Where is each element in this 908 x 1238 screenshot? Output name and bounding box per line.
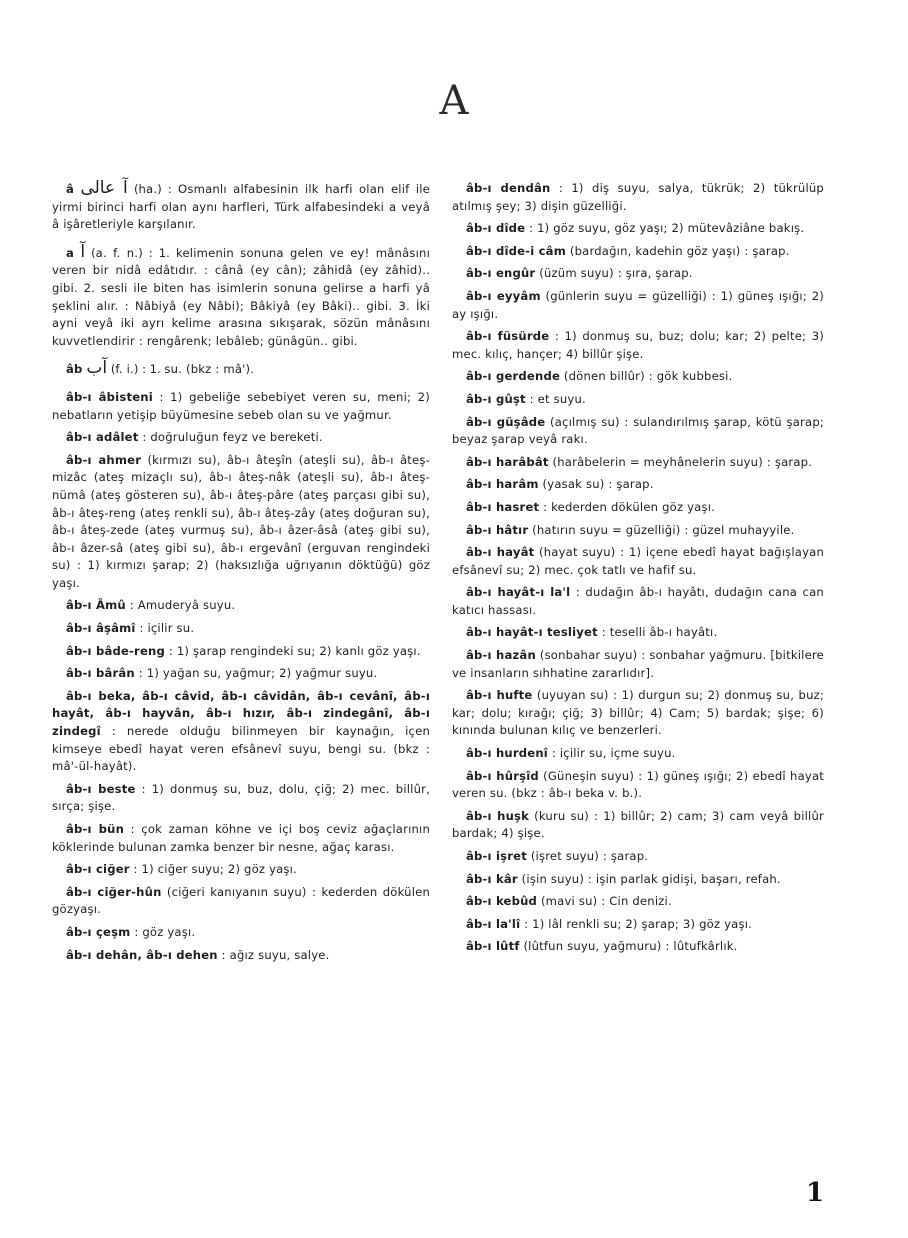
dictionary-entry	[52, 241, 430, 351]
entry-definition: : 1) lâl renkli su; 2) şarap; 3) göz yaşı.	[520, 916, 753, 931]
entry-headword: âb-ı eyyâm	[466, 288, 541, 303]
dictionary-entry	[52, 861, 430, 879]
entry-definition: (f. i.) : 1. su. (bkz : mâ').	[107, 362, 255, 377]
dictionary-entry	[452, 544, 824, 579]
entry-definition: (dönen billûr) : gök kubbesi.	[560, 369, 733, 384]
dictionary-entry	[452, 768, 824, 803]
entry-definition: : 1) donmuş su, buz, dolu, çiğ; 2) mec. billûr, sırça; şişe.	[52, 781, 430, 814]
entry-arabic-script: آب	[86, 358, 108, 379]
entry-headword: âb-ı Âmû	[66, 598, 126, 613]
section-letter: A	[439, 78, 469, 124]
dictionary-entry	[52, 947, 430, 965]
entry-definition: (işret suyu) : şarap.	[526, 849, 649, 863]
entry-definition: : 1) ciğer suyu; 2) göz yaşı.	[129, 862, 297, 877]
dictionary-entry	[452, 265, 824, 283]
entry-definition: (lûtfun suyu, yağmuru) : lûtufkârlık.	[519, 939, 738, 954]
entry-headword: â	[66, 182, 75, 196]
dictionary-entry	[452, 624, 824, 642]
entry-definition: : 1) gebeliğe sebebiyet veren su, meni; 2) nebatların yetişip büyümesine sebeb olan su ve yağmur.	[52, 389, 430, 422]
right-column	[452, 180, 824, 961]
entry-definition: (uyuyan su) : 1) durgun su; 2) donmuş su, buz; kar; dolu; kırağı; çiğ; 3) billûr; 4) Cam; 5) bardak; şişe; 6) kınında bulunan kılıç ve benzerleri.	[452, 688, 825, 738]
entry-headword: âb-ı hûrşîd	[466, 768, 539, 783]
entry-arabic-script: آ عالی	[80, 178, 128, 198]
entry-headword: âb-ı hayât-ı tesliyet	[466, 625, 598, 640]
entry-headword: âb	[66, 362, 83, 377]
entry-definition: (bardağın, kadehin göz yaşı) : şarap.	[565, 243, 790, 258]
dictionary-entry	[452, 808, 824, 843]
dictionary-entry	[452, 499, 824, 517]
entry-headword: âb-ı hasret	[466, 499, 540, 514]
dictionary-entry	[452, 391, 824, 409]
dictionary-entry	[452, 454, 824, 472]
entry-definition: (Güneşin suyu) : 1) güneş ışığı; 2) ebedî hayat veren su. (bkz : âb-ı beka v. b.).	[452, 768, 825, 801]
entry-definition: : dudağın âb-ı hayâtı, dudağın cana can katıcı hassası.	[452, 585, 824, 617]
entry-headword: âb-ı lûtf	[466, 939, 520, 954]
entry-headword: âb-ı hayât	[466, 545, 535, 560]
entry-headword: âb-ı bün	[66, 822, 125, 836]
page-number: 1	[806, 1178, 825, 1208]
entry-arabic-script: آ	[80, 241, 86, 262]
dictionary-entry	[52, 597, 430, 615]
entry-headword: âb-ı âbisteni	[66, 389, 153, 404]
entry-definition: : içilir su.	[135, 621, 195, 636]
entry-definition: (hayat suyu) : 1) içene ebedî hayat bağışlayan efsânevî su; 2) mec. çok tatlı ve hafif su.	[452, 545, 824, 577]
entry-headword: âb-ı hurdenî	[466, 746, 548, 761]
dictionary-entry	[452, 476, 824, 494]
entry-headword: âb-ı dendân	[466, 181, 551, 195]
entry-definition: (yasak su) : şarap.	[538, 477, 654, 492]
entry-headword: âb-ı beka, âb-ı câvid, âb-ı câvidân, âb-ı cevânî, âb-ı hayât, âb-ı hayvân, âb-ı hızır, âb-ı zindegânî, âb-ı zindegî	[52, 688, 430, 739]
dictionary-entry	[52, 643, 430, 661]
dictionary-entry	[452, 848, 824, 866]
entry-definition: : 1) donmuş su, buz; dolu; kar; 2) pelte; 3) mec. kılıç, hançer; 4) billûr şişe.	[452, 329, 824, 361]
dictionary-entry	[52, 884, 430, 919]
dictionary-entry	[452, 647, 824, 682]
entry-definition: (harâbelerin = meyhânelerin suyu) : şarap.	[548, 454, 813, 469]
entry-headword: âb-ı kebûd	[466, 894, 538, 909]
entry-definition: : kederden dökülen göz yaşı.	[539, 499, 716, 514]
dictionary-entry	[452, 871, 824, 889]
dictionary-entry	[452, 220, 824, 238]
dictionary-entry	[52, 665, 430, 683]
dictionary-entry	[452, 584, 824, 619]
entry-definition: (sonbahar suyu) : sonbahar yağmuru. [bitkilere ve insanların sıhhatine zararlıdır].	[452, 648, 824, 680]
entry-definition: : 1) göz suyu, göz yaşı; 2) mütevâziâne bakış.	[525, 221, 805, 236]
dictionary-entry	[52, 821, 430, 856]
entry-headword: âb-ı kâr	[466, 871, 518, 886]
entry-definition: : nerede olduğu bilinmeyen bir kaynağın, içen kimseye ebedî hayat veren efsânevî suyu, bengi su. (bkz : mâ'-ül-hayât).	[52, 724, 430, 774]
dictionary-entry	[52, 688, 430, 776]
entry-definition: : içilir su, içme suyu.	[547, 746, 676, 761]
entry-definition: (a. f. n.) : 1. kelimenin sonuna gelen ve ey! mânâsını veren bir nidâ edâtıdır. : cânâ (ey cân); zâhidâ (ey zâhid).. gibi. 2. sesli ile biten has isimlerin sonuna gelirse a harfi yâ şeklini alır. : Nâbiyâ (ey Nâbi); Bâkiyâ (ey Bâki).. gibi. 3. İki ayni veyâ iki ayrı kelime arasına sıkışarak, sözün mânâsını kuvvetlendirir : rengârenk; lebâleb; günâgün.. gibi.	[52, 245, 430, 348]
dictionary-entry	[452, 893, 824, 911]
entry-definition: : 1) şarap rengindeki su; 2) kanlı göz yaşı.	[164, 643, 421, 658]
entry-headword: âb-ı harâbât	[466, 454, 549, 469]
entry-headword: âb-ı engûr	[466, 266, 536, 281]
dictionary-entry	[52, 924, 430, 942]
entry-definition: (açılmış su) : sulandırılmış şarap, kötü şarap; beyaz şarap veyâ rakı.	[452, 414, 824, 447]
entry-definition: (mavi su) : Cin denizi.	[537, 894, 672, 909]
entry-definition: : 1) yağan su, yağmur; 2) yağmur suyu.	[134, 666, 378, 681]
dictionary-entry	[52, 620, 430, 638]
entry-headword: âb-ı ciğer	[66, 862, 130, 877]
dictionary-entry	[452, 916, 824, 934]
dictionary-entry	[452, 522, 824, 540]
dictionary-entry	[52, 360, 430, 379]
dictionary-entry	[52, 389, 430, 424]
entry-headword: âb-ı hâtır	[466, 522, 529, 537]
entry-definition: (işin suyu) : işin parlak gidişi, başarı, refah.	[517, 871, 781, 886]
entry-headword: âb-ı hazân	[466, 648, 536, 663]
entry-headword: âb-ı işret	[466, 849, 527, 863]
entry-definition: (kuru su) : 1) billûr; 2) cam; 3) cam veyâ billûr bardak; 4) şişe.	[452, 808, 824, 841]
entry-headword: âb-ı ahmer	[66, 452, 142, 467]
entry-definition: (üzüm suyu) : şıra, şarap.	[535, 266, 693, 281]
entry-headword: âb-ı beste	[66, 781, 136, 796]
dictionary-entry	[452, 687, 824, 740]
entry-headword: âb-ı gûşt	[466, 391, 526, 406]
entry-definition: (ha.) : Osmanlı alfabesinin ilk harfi olan elif ile yirmi birinci harfi olan aynı harfleri, Türk alfabesindeki a veyâ â işâretleriyle karşılanır.	[52, 182, 430, 232]
entry-definition: (hatırın suyu = güzelliği) : güzel muhayyile.	[528, 522, 795, 537]
entry-definition: : göz yaşı.	[130, 924, 196, 939]
dictionary-entry	[452, 243, 824, 261]
entry-definition: : Amuderyâ suyu.	[125, 598, 236, 613]
entry-headword: âb-ı dîde-i câm	[466, 243, 566, 258]
entry-headword: âb-ı güşâde	[466, 414, 546, 429]
entry-headword: âb-ı hufte	[466, 688, 533, 703]
entry-headword: âb-ı hayât-ı la'l	[466, 585, 571, 600]
entry-headword: âb-ı bârân	[66, 666, 135, 681]
dictionary-entry	[52, 429, 430, 447]
entry-headword: âb-ı dehân, âb-ı dehen	[66, 947, 218, 962]
dictionary-entry	[452, 288, 824, 323]
dictionary-entry	[452, 368, 824, 386]
entry-headword: âb-ı âşâmî	[66, 621, 136, 636]
entry-headword: âb-ı la'lî	[466, 916, 521, 931]
entry-definition: (günlerin suyu = güzelliği) : 1) güneş ışığı; 2) ay ışığı.	[452, 288, 824, 321]
entry-definition: (kırmızı su), âb-ı âteşîn (ateşli su), âb-ı âteş-mizâc (ateş mizaçlı su), âb-ı âteş-nâk (ateşli su), âb-ı âteş-nümâ (ateş gösteren su), âb-ı âteş-pâre (ateş parçası gibi su), âb-ı âteş-reng (ateş renkli su), âb-ı âteş-zây (ateş doğuran su), âb-ı âteş-zede (ateş vurmuş su), âb-ı âzer-âsâ (ateş gibi su), âb-ı âzer-sâ (ateş gibi su), âb-ı ergevânî (erguvan rengindeki su) : 1) kırmızı şarap; 2) (haksızlığa uğrıyanın döktüğü) göz yaşı.	[52, 452, 430, 590]
entry-headword: âb-ı dîde	[466, 221, 526, 236]
entry-headword: âb-ı füsürde	[466, 329, 550, 344]
entry-headword: âb-ı huşk	[466, 808, 530, 823]
entry-headword: âb-ı çeşm	[66, 924, 131, 939]
dictionary-entry	[452, 328, 824, 363]
entry-definition: : teselli âb-ı hayâtı.	[597, 625, 718, 640]
entry-headword: âb-ı bâde-reng	[66, 643, 165, 658]
entry-definition: : ağız suyu, salye.	[217, 947, 330, 962]
entry-headword: âb-ı adâlet	[66, 430, 139, 445]
entry-headword: âb-ı harâm	[466, 477, 539, 492]
entry-headword: a	[66, 245, 75, 260]
left-column	[52, 180, 430, 969]
dictionary-entry	[452, 180, 824, 215]
dictionary-entry	[452, 745, 824, 763]
entry-definition: : çok zaman köhne ve içi boş ceviz ağaçlarının köklerinde bulunan zamka benzer bir nesne, ağaç karası.	[52, 822, 431, 854]
entry-definition: : 1) diş suyu, salya, tükrük; 2) tükrülüp atılmış şey; 3) dişin güzelliği.	[452, 181, 824, 213]
dictionary-entry	[52, 180, 430, 234]
entry-definition: : doğruluğun feyz ve bereketi.	[138, 430, 323, 445]
entry-headword: âb-ı ciğer-hûn	[66, 884, 162, 899]
entry-definition: : et suyu.	[525, 391, 586, 406]
dictionary-entry	[52, 452, 430, 593]
entry-definition: (ciğeri kanıyanın suyu) : kederden dökülen gözyaşı.	[52, 884, 431, 917]
dictionary-entry	[52, 781, 430, 816]
dictionary-entry	[452, 938, 824, 956]
entry-headword: âb-ı gerdende	[466, 369, 561, 384]
dictionary-entry	[452, 414, 824, 449]
